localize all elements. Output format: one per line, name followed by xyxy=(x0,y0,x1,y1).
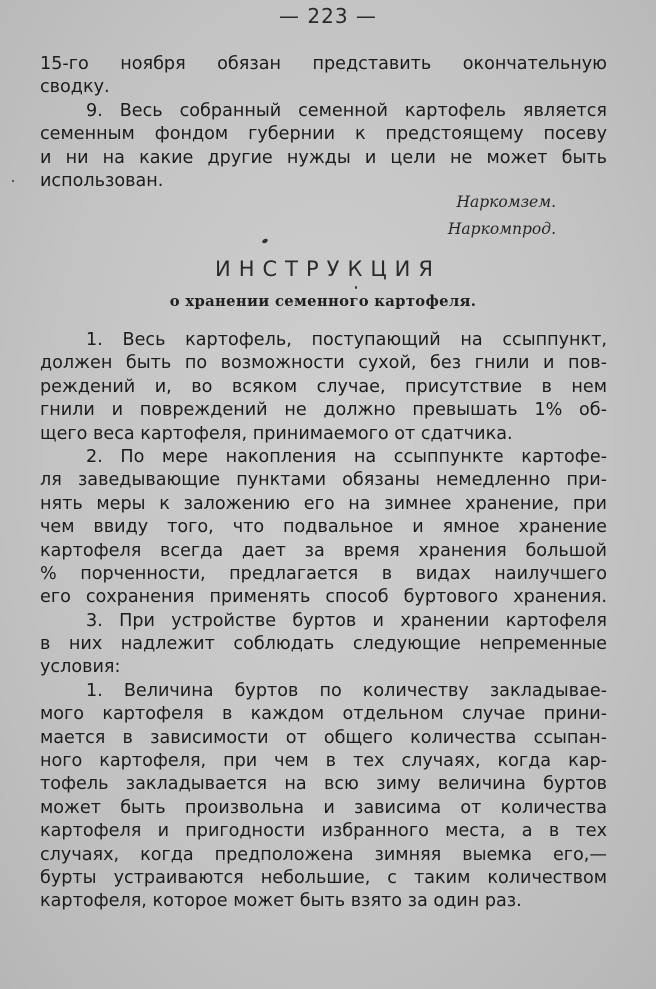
text-line: 1. Весь картофель, поступающий на ссыппункт, xyxy=(86,330,607,350)
text-line: и ни на какие другие нужды и цели не может быть xyxy=(40,147,607,168)
text-line: 1. Величина буртов по количеству закладывае- xyxy=(86,680,607,701)
text-line: картофеля, которое может быть взято за один раз. xyxy=(40,891,522,912)
paragraph-top xyxy=(40,53,607,193)
text-line: 2. По мере накопления на ссыппункте картофе- xyxy=(86,446,607,467)
ink-speck xyxy=(12,180,14,182)
text-line: мается в зависимости от общего количества ссыпан- xyxy=(40,727,607,748)
subheading: о хранении семенного картофеля. xyxy=(169,293,477,310)
text-line: его сохранения применять способ буртового хранения. xyxy=(40,587,607,608)
text-line: реждений и, во всяком случае, присутствие в нем xyxy=(40,376,607,397)
text-line: использован. xyxy=(40,170,164,191)
text-line: 9. Весь собранный семенной картофель является xyxy=(86,100,607,121)
paragraph-main xyxy=(40,329,607,914)
ink-speck xyxy=(355,286,357,289)
heading: ИНСТРУКЦИЯ xyxy=(215,257,441,281)
text-line: чем ввиду того, что подвальное и ямное хранение xyxy=(40,517,607,538)
text-line: сводку. xyxy=(40,77,110,98)
text-line: 3. При устройстве буртов и хранении картофеля xyxy=(86,610,607,631)
text-line: ля заведывающие пунктами обязаны немедленно при- xyxy=(40,470,607,491)
text-line: тофель закладывается на всю зиму величина буртов xyxy=(40,774,607,795)
signature-narkomzem: Наркомзем. xyxy=(456,193,556,211)
text-line: бурты устраиваются небольшие, с таким количеством xyxy=(40,867,607,888)
text-line: гнили и повреждений не должно превышать 1% об- xyxy=(40,400,607,421)
text-line: 15-го ноября обязан представить окончательную xyxy=(40,54,607,74)
text-line: мого картофеля в каждом отдельном случае прини- xyxy=(40,704,607,725)
ink-speck xyxy=(261,238,268,244)
signature-narkomprod: Наркомпрод. xyxy=(447,220,556,238)
text-line: случаях, когда предположена зимняя выемка его,— xyxy=(40,844,607,865)
text-line: может быть произвольна и зависима от количества xyxy=(40,797,607,818)
text-line: % порченности, предлагается в видах наилучшего xyxy=(40,563,607,584)
text-line: картофеля всегда дает за время хранения большой xyxy=(40,540,607,561)
text-line: условия: xyxy=(40,657,121,678)
text-line: в них надлежит соблюдать следующие непременные xyxy=(40,634,607,655)
text-line: ного картофеля, при чем в тех случаях, когда кар- xyxy=(40,751,607,772)
text-line: картофеля и пригодности избранного места, а в тех xyxy=(40,821,607,842)
text-line: нять меры к заложению его на зимнее хранение, при xyxy=(40,493,607,514)
text-line: должен быть по возможности сухой, без гнили и пов- xyxy=(40,353,607,374)
page-number: — 223 — xyxy=(279,4,377,28)
text-line: семенным фондом губернии к предстоящему посеву xyxy=(40,124,607,145)
text-line: щего веса картофеля, принимаемого от сдатчика. xyxy=(40,423,513,444)
